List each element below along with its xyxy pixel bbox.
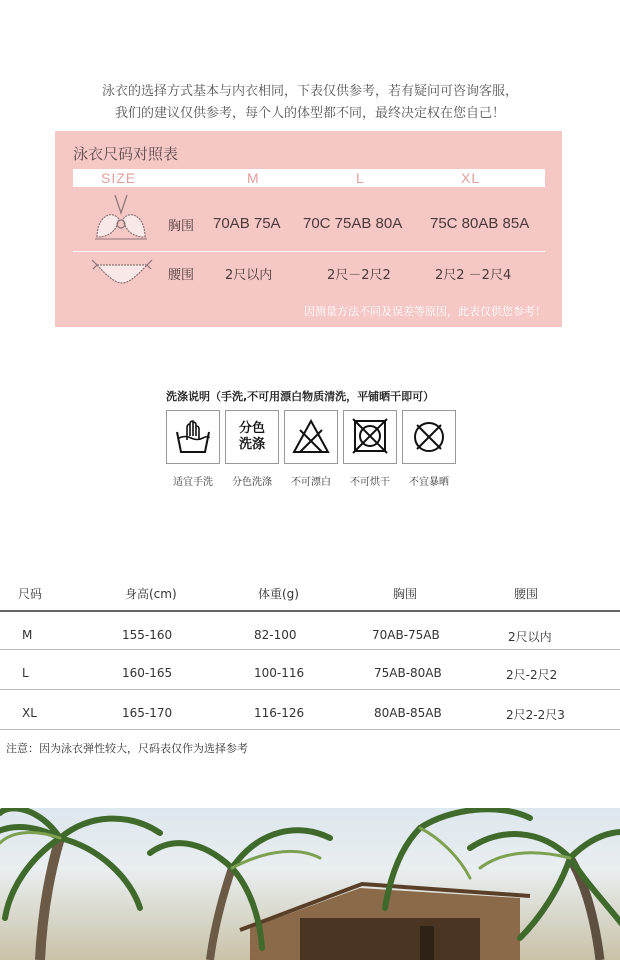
intro-line-2: 我们的建议仅供参考，每个人的体型都不同，最终决定权在您自己！ [114, 106, 505, 121]
table-header-height: 身高(cm) [125, 587, 177, 601]
cell-bust: 70AB-75AB [372, 628, 440, 642]
chart-note: 因测量方法不同及误差等原因，此表仅供您参考！ [304, 305, 546, 318]
wash-label-no-dry: 不可烘干 [350, 477, 390, 488]
row-label-waist: 腰围 [168, 268, 195, 283]
bust-l: 70C 75AB 80A [303, 215, 403, 232]
cell-size: M [22, 628, 33, 642]
cell-size: XL [22, 706, 37, 720]
wash-label-separate: 分色洗涤 [232, 477, 272, 488]
size-header-l: L [356, 170, 365, 186]
wash-label-no-bleach: 不可漂白 [291, 477, 331, 488]
waist-l: 2尺－2尺2 [327, 268, 391, 283]
wash-label-hand: 适宜手洗 [173, 477, 213, 488]
bikini-top-icon [93, 193, 149, 245]
size-chart-title: 泳衣尺码对照表 [73, 145, 179, 163]
size-table-footnote: 注意：因为泳衣弹性较大，尺码表仅作为选择参考 [6, 742, 248, 755]
cell-size: L [22, 666, 29, 680]
palm-tree-photo [0, 808, 620, 960]
bust-xl: 75C 80AB 85A [430, 215, 530, 232]
size-header-bar [73, 169, 545, 187]
no-tumble-dry-icon [343, 410, 397, 464]
no-bleach-icon [284, 410, 338, 464]
table-row-rule [0, 649, 620, 650]
bust-m: 70AB 75A [213, 215, 281, 232]
separate-wash-icon-text-1: 分色 [238, 421, 265, 436]
waist-xl: 2尺2 －2尺4 [435, 268, 512, 283]
row-label-bust: 胸围 [168, 219, 195, 234]
cell-weight: 82-100 [254, 628, 297, 642]
cell-bust: 75AB-80AB [374, 666, 442, 680]
size-header-m: M [247, 170, 260, 186]
chart-divider [73, 251, 545, 252]
separate-wash-icon-text-2: 洗涤 [238, 437, 265, 452]
bikini-bottom-icon [91, 257, 153, 287]
table-row-rule [0, 689, 620, 690]
no-sun-dry-icon [402, 410, 456, 464]
table-header-waist: 腰围 [514, 587, 539, 601]
cell-waist: 2尺2-2尺3 [506, 708, 565, 722]
cell-waist: 2尺以内 [508, 630, 552, 644]
separate-wash-icon [225, 410, 279, 464]
intro-line-1: 泳衣的选择方式基本与内衣相同，下表仅供参考，若有疑问可咨询客服， [101, 84, 518, 99]
table-header-bust: 胸围 [393, 587, 418, 601]
waist-m: 2尺以内 [225, 268, 273, 283]
size-chart-panel [55, 131, 562, 327]
cell-weight: 100-116 [254, 666, 305, 680]
cell-height: 165-170 [122, 706, 173, 720]
size-header-label: SIZE [101, 170, 137, 186]
cell-height: 155-160 [122, 628, 173, 642]
cell-weight: 116-126 [254, 706, 305, 720]
cell-bust: 80AB-85AB [374, 706, 442, 720]
hand-wash-icon [166, 410, 220, 464]
cell-height: 160-165 [122, 666, 173, 680]
wash-label-no-sun: 不宜暴晒 [409, 477, 449, 488]
table-header-size: 尺码 [18, 587, 43, 601]
size-header-xl: XL [461, 170, 481, 186]
table-header-weight: 体重(g) [258, 587, 299, 601]
wash-title: 洗涤说明（手洗,不可用漂白物质清洗，平铺晒干即可） [166, 390, 435, 403]
table-header-rule [0, 610, 620, 612]
table-bottom-rule [0, 729, 620, 730]
cell-waist: 2尺-2尺2 [506, 668, 558, 682]
